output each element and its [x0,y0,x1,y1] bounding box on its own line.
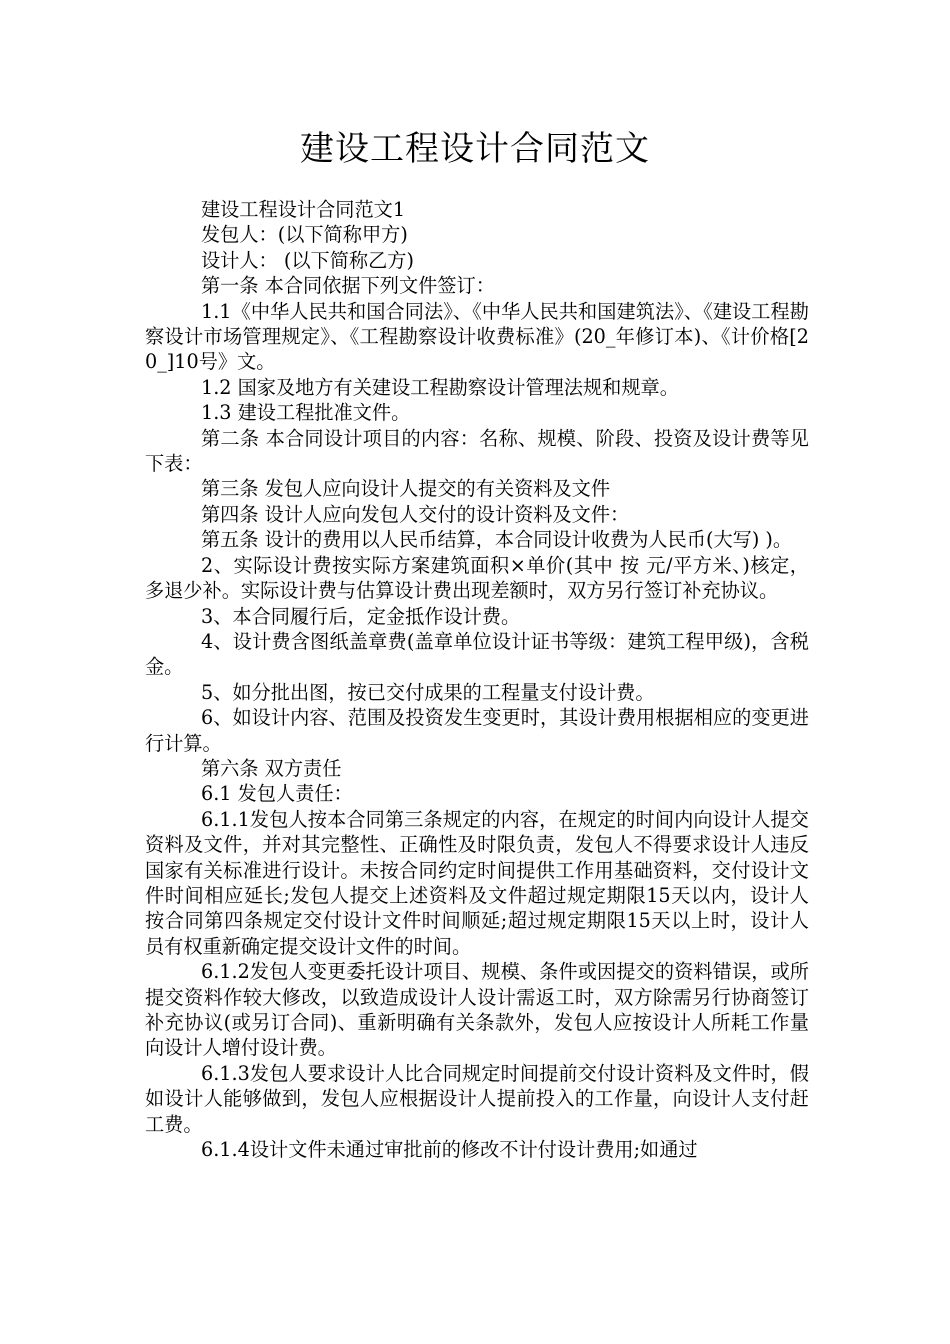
paragraph-fee-4: 4、设计费含图纸盖章费(盖章单位设计证书等级：建筑工程甲级)，含税 金。 [145,629,809,679]
paragraph-article-2: 第二条 本合同设计项目的内容：名称、规模、阶段、投资及设计费等见下表： [145,426,809,476]
paragraph-party-b: 设计人： (以下简称乙方) [201,248,414,272]
paragraph-6-1-4: 6.1.4设计文件未通过审批前的修改不计付设计费用;如通过 [201,1138,698,1162]
paragraph-1-3: 1.3 建设工程批准文件。 [201,401,411,425]
paragraph-fee-6: 6、如设计内容、范围及投资发生变更时，其设计费用根据相应的变更进行计算。 [145,706,809,755]
paragraph-1-1: 1.1《中华人民共和国合同法》、《中华人民共和国建筑法》、《建设工程勘察设计市场管理规定》、《工程勘察设计收费标准》(20_年修订本)、《计价格[20_]10号》文。 [145,299,809,374]
paragraph-article-3: 第三条 发包人应向设计人提交的有关资料及文件 [201,477,611,501]
paragraph-6-1: 6.1 发包人责任： [201,782,353,806]
document-title: 建设工程设计合同范文 [300,129,650,169]
paragraph-party-a: 发包人：(以下简称甲方) [201,223,408,247]
paragraph-article-1: 第一条 本合同依据下列文件签订： [201,274,495,298]
paragraph-fee-3: 3、本合同履行后，定金抵作设计费。 [201,604,521,628]
paragraph-article-6: 第六条 双方责任 [201,756,342,780]
paragraph-6-1-3: 6.1.3发包人要求设计人比合同规定时间提前交付设计资料及文件时，假如设计人能够做到，发包人应根据设计人提前投入的工作量，向设计人支付赶工费。 [145,1061,809,1136]
paragraph-article-5: 第五条 设计的费用以人民币结算，本合同设计收费为人民币(大写) )。 [201,528,793,552]
paragraph-6-1-2: 6.1.2发包人变更委托设计项目、规模、条件或因提交的资料错误，或所提交资料作较大修改，以致造成设计人设计需返工时，双方除需另行协商签订补充协议(或另订合同)、重新明确有关条款外，发包人应按设计人所耗工作量向设计人增付设计费。 [145,960,809,1060]
document-body [145,197,809,1162]
paragraph-fee-5: 5、如分批出图，按已交付成果的工程量支付设计费。 [201,680,655,704]
paragraph-article-4: 第四条 设计人应向发包人交付的设计资料及文件： [201,502,630,526]
paragraph-heading: 建设工程设计合同范文1 [201,198,406,221]
paragraph-fee-2: 2、实际设计费按实际方案建筑面积×单价(其中 按 元/平方米、)核定，多退少补。实际设计费与估算设计费出现差额时，双方另行签订补充协议。 [145,553,809,603]
paragraph-6-1-1: 6.1.1发包人按本合同第三条规定的内容，在规定的时间内向设计人提交资料及文件，并对其完整性、正确性及时限负责，发包人不得要求设计人违反国家有关标准进行设计。未按合同约定时间提供工作用基础资料，交付设计文件时间相应延长;发包人提交上述资料及文件超过规定期限15天以内，设计人按合同第四条规定交付设计文件时间顺延;超过规定期限15天以上时，设计人员有权重新确定提交设计文件的时间。 [145,807,809,958]
paragraph-1-2: 1.2 国家及地方有关建设工程勘察设计管理法规和规章。 [201,375,679,399]
